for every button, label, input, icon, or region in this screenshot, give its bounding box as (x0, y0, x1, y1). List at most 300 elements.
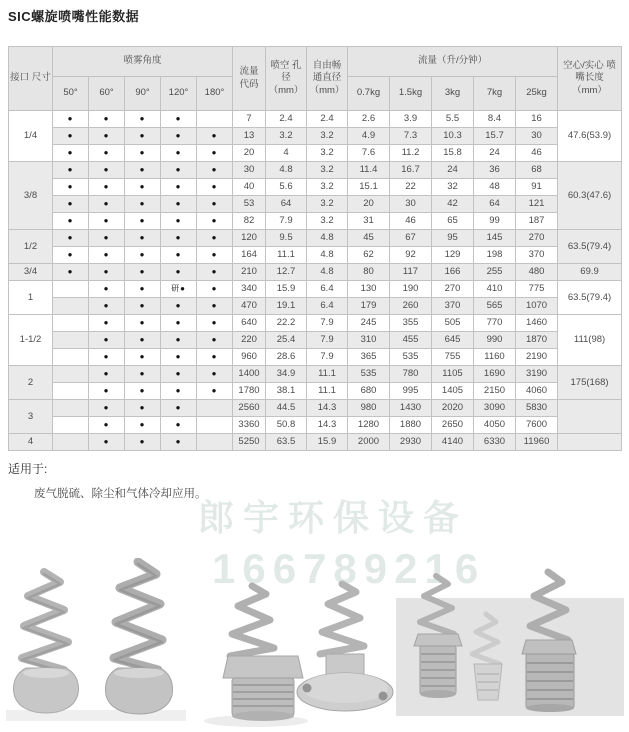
flow-value-cell: 95 (432, 230, 474, 247)
angle-dot-cell: ● (197, 349, 233, 366)
flow-code-cell: 960 (233, 349, 266, 366)
spiral-nozzle-threaded-illustration (223, 586, 303, 721)
col-header-flow-code: 流量 代码 (233, 47, 266, 111)
length-cell: 111(98) (558, 315, 622, 366)
angle-dot-cell: ● (89, 196, 125, 213)
flow-value-cell: 4140 (432, 434, 474, 451)
angle-dot-cell: ● (125, 366, 161, 383)
flow-value-cell: 365 (348, 349, 390, 366)
flow-value-cell: 2.6 (348, 111, 390, 128)
size-cell: 3 (9, 400, 53, 434)
flow-value-cell: 129 (432, 247, 474, 264)
angle-dot-cell: ● (89, 213, 125, 230)
orifice-cell: 44.5 (266, 400, 307, 417)
flow-value-cell: 20 (348, 196, 390, 213)
flow-value-cell: 30 (516, 128, 558, 145)
flow-value-cell: 1070 (516, 298, 558, 315)
angle-dot-cell (197, 434, 233, 451)
spiral-nozzle-flange-illustration (297, 584, 393, 711)
flow-value-cell: 505 (432, 315, 474, 332)
flow-value-cell: 645 (432, 332, 474, 349)
angle-dot-cell: 研● (161, 281, 197, 298)
flow-value-cell: 15.7 (474, 128, 516, 145)
free-passage-cell: 7.9 (307, 315, 348, 332)
flow-value-cell: 310 (348, 332, 390, 349)
angle-dot-cell: ● (197, 179, 233, 196)
flow-code-cell: 120 (233, 230, 266, 247)
angle-dot-cell (53, 366, 89, 383)
flow-code-cell: 1780 (233, 383, 266, 400)
length-cell: 175(168) (558, 366, 622, 400)
table-row (9, 298, 622, 315)
angle-dot-cell: ● (161, 315, 197, 332)
flow-value-cell: 370 (432, 298, 474, 315)
angle-dot-cell: ● (197, 315, 233, 332)
angle-dot-cell: ● (89, 145, 125, 162)
size-cell: 1-1/2 (9, 315, 53, 366)
flow-code-cell: 53 (233, 196, 266, 213)
watermark-company: 郎宇环保设备 (198, 497, 469, 538)
angle-dot-cell: ● (89, 179, 125, 196)
flow-value-cell: 16.7 (390, 162, 432, 179)
orifice-cell: 4.8 (266, 162, 307, 179)
flow-value-cell: 7600 (516, 417, 558, 434)
flow-value-cell: 5.5 (432, 111, 474, 128)
col-header-angle-50: 50° (53, 77, 89, 111)
flow-value-cell: 15.8 (432, 145, 474, 162)
flow-value-cell: 190 (390, 281, 432, 298)
flow-value-cell: 45 (348, 230, 390, 247)
performance-table (8, 46, 622, 451)
angle-dot-cell: ● (89, 111, 125, 128)
angle-dot-cell (53, 349, 89, 366)
flow-value-cell: 48 (474, 179, 516, 196)
flow-value-cell: 355 (390, 315, 432, 332)
flow-value-cell: 11960 (516, 434, 558, 451)
table-row (9, 145, 622, 162)
flow-value-cell: 1105 (432, 366, 474, 383)
angle-dot-cell: ● (197, 196, 233, 213)
flow-value-cell: 8.4 (474, 111, 516, 128)
flow-code-cell: 3360 (233, 417, 266, 434)
angle-dot-cell: ● (53, 264, 89, 281)
angle-dot-cell: ● (161, 230, 197, 247)
flow-value-cell: 99 (474, 213, 516, 230)
free-passage-cell: 11.1 (307, 383, 348, 400)
table-row (9, 366, 622, 383)
page-title: SIC螺旋喷嘴性能数据 (8, 9, 140, 24)
angle-dot-cell: ● (161, 111, 197, 128)
spiral-nozzle-threaded-illustration (522, 572, 576, 712)
orifice-cell: 38.1 (266, 383, 307, 400)
angle-dot-cell: ● (89, 247, 125, 264)
flow-value-cell: 770 (474, 315, 516, 332)
angle-dot-cell: ● (197, 264, 233, 281)
flow-value-cell: 680 (348, 383, 390, 400)
angle-dot-cell (53, 298, 89, 315)
flow-value-cell: 36 (474, 162, 516, 179)
free-passage-cell: 15.9 (307, 434, 348, 451)
flow-value-cell: 2020 (432, 400, 474, 417)
angle-dot-cell (197, 417, 233, 434)
col-header-orifice-diameter: 喷空 孔径 （mm） (266, 47, 307, 111)
free-passage-cell: 3.2 (307, 179, 348, 196)
flow-value-cell: 1690 (474, 366, 516, 383)
flow-value-cell: 92 (390, 247, 432, 264)
col-header-nozzle-length: 空心/实心 喷嘴长度 （mm） (558, 47, 622, 111)
angle-dot-cell (53, 383, 89, 400)
spiral-nozzle-illustration (106, 562, 173, 714)
flow-value-cell: 32 (432, 179, 474, 196)
table-row (9, 400, 622, 417)
angle-dot-cell: ● (125, 128, 161, 145)
flow-value-cell: 11.2 (390, 145, 432, 162)
flow-value-cell: 260 (390, 298, 432, 315)
orifice-cell: 2.4 (266, 111, 307, 128)
flow-value-cell: 7.3 (390, 128, 432, 145)
flow-value-cell: 80 (348, 264, 390, 281)
table-row (9, 434, 622, 451)
table-row (9, 332, 622, 349)
angle-dot-cell (53, 315, 89, 332)
free-passage-cell: 4.8 (307, 230, 348, 247)
flow-value-cell: 24 (432, 162, 474, 179)
flow-value-cell: 10.3 (432, 128, 474, 145)
angle-dot-cell: ● (125, 179, 161, 196)
table-row (9, 247, 622, 264)
angle-dot-cell: ● (89, 434, 125, 451)
flow-value-cell: 30 (390, 196, 432, 213)
col-header-angle-60: 60° (89, 77, 125, 111)
photo-two-tall-spiral-nozzles (4, 558, 194, 726)
flow-value-cell: 46 (516, 145, 558, 162)
free-passage-cell: 6.4 (307, 298, 348, 315)
flow-value-cell: 68 (516, 162, 558, 179)
flow-value-cell: 1280 (348, 417, 390, 434)
table-row (9, 162, 622, 179)
table-header (9, 47, 622, 111)
flow-value-cell: 11.4 (348, 162, 390, 179)
flow-value-cell: 166 (432, 264, 474, 281)
angle-dot-cell: ● (89, 264, 125, 281)
angle-dot-cell: ● (125, 349, 161, 366)
angle-dot-cell: ● (197, 145, 233, 162)
angle-dot-cell: ● (161, 213, 197, 230)
angle-dot-cell: ● (89, 298, 125, 315)
angle-dot-cell: ● (89, 366, 125, 383)
flow-value-cell: 980 (348, 400, 390, 417)
angle-dot-cell: ● (197, 230, 233, 247)
flow-value-cell: 1160 (474, 349, 516, 366)
flow-value-cell: 1870 (516, 332, 558, 349)
flow-value-cell: 67 (390, 230, 432, 247)
col-header-free-passage-diameter: 自由畅 通直径 （mm） (307, 47, 348, 111)
length-cell (558, 434, 622, 451)
angle-dot-cell (53, 434, 89, 451)
flow-value-cell: 62 (348, 247, 390, 264)
length-cell: 63.5(79.4) (558, 230, 622, 264)
orifice-cell: 34.9 (266, 366, 307, 383)
angle-dot-cell: ● (89, 332, 125, 349)
angle-dot-cell: ● (125, 213, 161, 230)
flow-value-cell: 4050 (474, 417, 516, 434)
orifice-cell: 15.9 (266, 281, 307, 298)
angle-dot-cell: ● (197, 213, 233, 230)
spiral-nozzle-threaded-illustration (414, 576, 462, 698)
flow-code-cell: 470 (233, 298, 266, 315)
orifice-cell: 50.8 (266, 417, 307, 434)
flow-value-cell: 4060 (516, 383, 558, 400)
table-row (9, 111, 622, 128)
angle-dot-cell: ● (197, 366, 233, 383)
flow-code-cell: 82 (233, 213, 266, 230)
flow-value-cell: 1460 (516, 315, 558, 332)
size-cell: 3/8 (9, 162, 53, 230)
angle-dot-cell (197, 400, 233, 417)
flow-value-cell: 2930 (390, 434, 432, 451)
free-passage-cell: 7.9 (307, 332, 348, 349)
col-header-angle-120: 120° (161, 77, 197, 111)
spiral-nozzle-illustration (14, 572, 79, 713)
photo-threaded-and-flange-spiral-nozzles (196, 580, 396, 730)
angle-dot-cell: ● (89, 417, 125, 434)
angle-dot-cell (53, 417, 89, 434)
angle-dot-cell: ● (53, 213, 89, 230)
flow-value-cell: 6330 (474, 434, 516, 451)
flow-value-cell: 2650 (432, 417, 474, 434)
angle-dot-cell: ● (161, 247, 197, 264)
flow-code-cell: 1400 (233, 366, 266, 383)
flow-value-cell: 255 (474, 264, 516, 281)
angle-dot-cell: ● (125, 281, 161, 298)
flow-value-cell: 1430 (390, 400, 432, 417)
table-row (9, 213, 622, 230)
product-photo-strip (0, 556, 629, 732)
free-passage-cell: 11.1 (307, 366, 348, 383)
flow-value-cell: 535 (348, 366, 390, 383)
angle-dot-cell: ● (161, 196, 197, 213)
flow-value-cell: 4.9 (348, 128, 390, 145)
angle-dot-cell: ● (161, 434, 197, 451)
angle-dot-cell: ● (53, 179, 89, 196)
free-passage-cell: 3.2 (307, 213, 348, 230)
flow-value-cell: 46 (390, 213, 432, 230)
size-cell: 4 (9, 434, 53, 451)
flow-value-cell: 370 (516, 247, 558, 264)
free-passage-cell: 4.8 (307, 264, 348, 281)
angle-dot-cell: ● (197, 332, 233, 349)
photo-three-threaded-spiral-nozzles (396, 568, 626, 726)
orifice-cell: 11.1 (266, 247, 307, 264)
flow-value-cell: 1405 (432, 383, 474, 400)
table-row (9, 281, 622, 298)
angle-dot-cell: ● (89, 349, 125, 366)
angle-dot-cell: ● (89, 230, 125, 247)
angle-dot-cell: ● (89, 400, 125, 417)
length-cell (558, 400, 622, 434)
col-header-pressure-1.5kg: 1.5kg (390, 77, 432, 111)
applicable-text: 废气脱硫、除尘和气体冷却应用。 (34, 488, 207, 500)
flow-value-cell: 455 (390, 332, 432, 349)
length-cell: 47.6(53.9) (558, 111, 622, 162)
orifice-cell: 25.4 (266, 332, 307, 349)
angle-dot-cell: ● (197, 298, 233, 315)
angle-dot-cell: ● (125, 196, 161, 213)
table-row (9, 383, 622, 400)
flow-value-cell: 2190 (516, 349, 558, 366)
flow-value-cell: 16 (516, 111, 558, 128)
angle-dot-cell: ● (197, 247, 233, 264)
angle-dot-cell: ● (125, 383, 161, 400)
orifice-cell: 9.5 (266, 230, 307, 247)
free-passage-cell: 3.2 (307, 145, 348, 162)
flow-value-cell: 990 (474, 332, 516, 349)
orifice-cell: 3.2 (266, 128, 307, 145)
flow-value-cell: 995 (390, 383, 432, 400)
angle-dot-cell: ● (161, 298, 197, 315)
size-cell: 2 (9, 366, 53, 400)
flow-value-cell: 91 (516, 179, 558, 196)
free-passage-cell: 3.2 (307, 128, 348, 145)
flow-value-cell: 780 (390, 366, 432, 383)
orifice-cell: 28.6 (266, 349, 307, 366)
orifice-cell: 7.9 (266, 213, 307, 230)
flow-code-cell: 30 (233, 162, 266, 179)
orifice-cell: 12.7 (266, 264, 307, 281)
flow-code-cell: 13 (233, 128, 266, 145)
flow-value-cell: 24 (474, 145, 516, 162)
angle-dot-cell (197, 111, 233, 128)
angle-dot-cell: ● (161, 128, 197, 145)
table-row (9, 264, 622, 281)
free-passage-cell: 3.2 (307, 196, 348, 213)
flow-value-cell: 270 (516, 230, 558, 247)
table-row (9, 349, 622, 366)
angle-dot-cell: ● (89, 128, 125, 145)
flow-value-cell: 2150 (474, 383, 516, 400)
angle-dot-cell: ● (53, 111, 89, 128)
angle-dot-cell: ● (89, 315, 125, 332)
free-passage-cell: 14.3 (307, 400, 348, 417)
flow-code-cell: 2560 (233, 400, 266, 417)
angle-dot-cell: ● (161, 417, 197, 434)
flow-code-cell: 164 (233, 247, 266, 264)
angle-dot-cell: ● (197, 128, 233, 145)
free-passage-cell: 4.8 (307, 247, 348, 264)
free-passage-cell: 6.4 (307, 281, 348, 298)
flow-value-cell: 31 (348, 213, 390, 230)
flow-value-cell: 3090 (474, 400, 516, 417)
col-header-angle-180: 180° (197, 77, 233, 111)
flow-value-cell: 5830 (516, 400, 558, 417)
angle-dot-cell: ● (125, 332, 161, 349)
size-cell: 3/4 (9, 264, 53, 281)
col-header-pressure-7kg: 7kg (474, 77, 516, 111)
angle-dot-cell: ● (161, 179, 197, 196)
free-passage-cell: 2.4 (307, 111, 348, 128)
applicable-heading: 适用于: (8, 462, 48, 476)
flow-value-cell: 3.9 (390, 111, 432, 128)
table-body (9, 111, 622, 451)
flow-value-cell: 198 (474, 247, 516, 264)
angle-dot-cell: ● (89, 281, 125, 298)
angle-dot-cell: ● (53, 128, 89, 145)
length-cell: 69.9 (558, 264, 622, 281)
angle-dot-cell: ● (161, 145, 197, 162)
orifice-cell: 64 (266, 196, 307, 213)
angle-dot-cell: ● (53, 162, 89, 179)
orifice-cell: 63.5 (266, 434, 307, 451)
flow-value-cell: 65 (432, 213, 474, 230)
flow-value-cell: 755 (432, 349, 474, 366)
flow-value-cell: 565 (474, 298, 516, 315)
flow-value-cell: 187 (516, 213, 558, 230)
flow-value-cell: 145 (474, 230, 516, 247)
angle-dot-cell: ● (125, 400, 161, 417)
flow-value-cell: 775 (516, 281, 558, 298)
flow-value-cell: 480 (516, 264, 558, 281)
angle-dot-cell: ● (161, 400, 197, 417)
flow-value-cell: 2000 (348, 434, 390, 451)
flow-code-cell: 7 (233, 111, 266, 128)
flow-value-cell: 3190 (516, 366, 558, 383)
flow-code-cell: 640 (233, 315, 266, 332)
angle-dot-cell (53, 332, 89, 349)
angle-dot-cell: ● (197, 383, 233, 400)
angle-dot-cell: ● (53, 247, 89, 264)
table-row (9, 417, 622, 434)
angle-dot-cell: ● (125, 247, 161, 264)
angle-dot-cell: ● (125, 315, 161, 332)
angle-dot-cell: ● (89, 383, 125, 400)
size-cell: 1 (9, 281, 53, 315)
free-passage-cell: 7.9 (307, 349, 348, 366)
flow-code-cell: 20 (233, 145, 266, 162)
flow-code-cell: 5250 (233, 434, 266, 451)
col-header-pressure-25kg: 25kg (516, 77, 558, 111)
flow-value-cell: 7.6 (348, 145, 390, 162)
angle-dot-cell: ● (125, 111, 161, 128)
angle-dot-cell: ● (197, 281, 233, 298)
col-header-spray-angle: 喷雾角度 (53, 47, 233, 77)
angle-dot-cell: ● (161, 366, 197, 383)
orifice-cell: 22.2 (266, 315, 307, 332)
orifice-cell: 4 (266, 145, 307, 162)
length-cell: 63.5(79.4) (558, 281, 622, 315)
size-cell: 1/4 (9, 111, 53, 162)
angle-dot-cell: ● (161, 332, 197, 349)
angle-dot-cell: ● (125, 162, 161, 179)
orifice-cell: 5.6 (266, 179, 307, 196)
col-header-pressure-3kg: 3kg (432, 77, 474, 111)
angle-dot-cell: ● (161, 162, 197, 179)
flow-value-cell: 117 (390, 264, 432, 281)
flow-value-cell: 64 (474, 196, 516, 213)
table-row (9, 196, 622, 213)
table-row (9, 315, 622, 332)
flow-value-cell: 22 (390, 179, 432, 196)
free-passage-cell: 14.3 (307, 417, 348, 434)
size-cell: 1/2 (9, 230, 53, 264)
angle-dot-cell: ● (161, 349, 197, 366)
flow-code-cell: 210 (233, 264, 266, 281)
angle-dot-cell (53, 400, 89, 417)
flow-value-cell: 179 (348, 298, 390, 315)
col-header-angle-90: 90° (125, 77, 161, 111)
flow-code-cell: 220 (233, 332, 266, 349)
flow-value-cell: 15.1 (348, 179, 390, 196)
flow-value-cell: 410 (474, 281, 516, 298)
